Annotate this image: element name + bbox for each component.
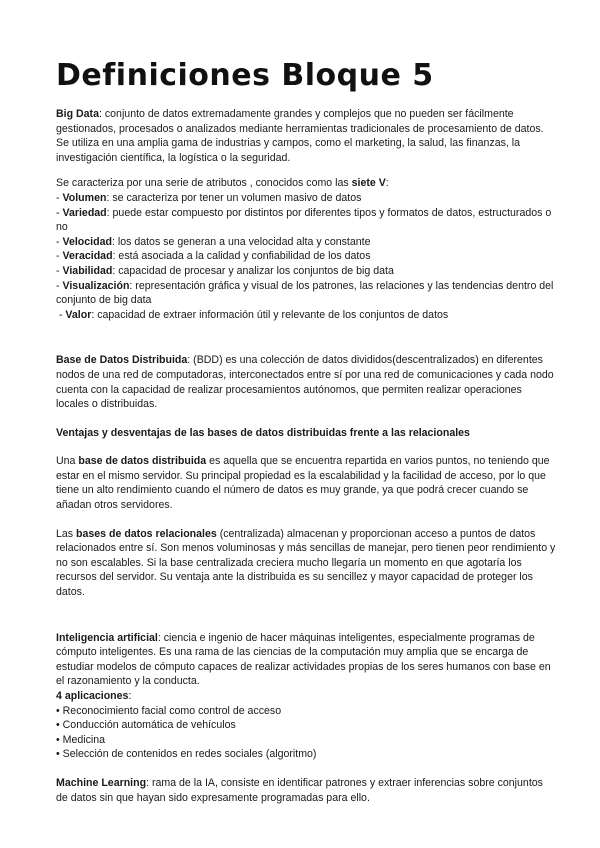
bdd-comparison-heading: Ventajas y desventajas de las bases de datos distribuidas frente a las relacionales — [56, 426, 470, 439]
attribute-name: Viabilidad — [62, 264, 113, 277]
ml-definition — [56, 776, 556, 805]
ml-text: : rama de la IA, consiste en identificar patrones y extraer inferencias sobre conjuntos de datos sin que hayan sido expresamente programadas para ello. — [56, 776, 543, 804]
relational-paragraph: Las bases de datos relacionales (centralizada) almacenan y proporcionan acceso a puntos de datos relacionados entre sí. Son menos voluminosas y más sencillas de manejar, pero tienen peor rendimiento y no son escalables. Si la base centralizada creciera mucho llegaría un momento en que agotaría los recursos del servidor. Su ventaja ante la distribuida es su sencillez y mayor capacidad de proteger los datos. — [56, 527, 556, 599]
list-item: - Viabilidad: capacidad de procesar y analizar los conjuntos de big data — [56, 264, 394, 277]
seven-v-intro — [56, 176, 556, 191]
ml-term: Machine Learning — [56, 776, 147, 789]
seven-v-colon: : — [385, 177, 389, 190]
distributed-paragraph: Una base de datos distribuida es aquella que se encuentra repartida en varios puntos, no teniendo que estar en el mismo servidor. Su principal propiedad es la escalabilidad y la facilidad de acceso, por lo que tiene un alto rendimiento cuando el número de datos es muy grande, ya que podrá crecer cuando se añadan otros servidores. — [56, 455, 550, 512]
list-item: - Volumen: se caracteriza por tener un volumen masivo de datos — [56, 191, 362, 204]
big-data-term: Big Data — [56, 108, 99, 120]
seven-v-list — [56, 191, 556, 322]
ai-apps-heading: 4 aplicaciones: — [56, 690, 132, 702]
attribute-desc: : representación gráfica y visual de los patrones, las relaciones y las tendencias dentro del conjunto de big data — [56, 279, 554, 307]
page-title: Definiciones Bloque 5 — [56, 58, 434, 93]
list-item: - Valor: capacidad de extraer información útil y relevante de los conjuntos de datos — [56, 308, 449, 321]
ai-definition — [56, 631, 556, 689]
attribute-desc: : capacidad de extraer información útil y relevante de los conjuntos de datos — [91, 308, 449, 321]
seven-v-intro-text: Se caracteriza por una serie de atributos , conocidos como las — [56, 177, 352, 190]
attribute-desc: : se caracteriza por tener un volumen masivo de datos — [106, 191, 362, 204]
distributed-term: base de datos distribuida — [78, 455, 207, 468]
bdd-text: : (BDD) es una colección de datos divididos(descentralizados) en diferentes nodos de una red de computadoras, interconectados entre sí por una red de comunicaciones y cada nodo cuenta con la capacidad de realizar procesamientos autónomos, que permiten realizar operaciones locales o distribuidas. — [56, 354, 554, 411]
attribute-name: Volumen — [62, 191, 107, 204]
list-item: - Veracidad: está asociada a la calidad y confiabilidad de los datos — [56, 250, 371, 263]
bdd-definition — [56, 353, 556, 411]
relational-term: bases de datos relacionales — [76, 527, 217, 540]
ai-term: Inteligencia artificial — [56, 631, 158, 644]
attribute-name: Visualización — [62, 279, 130, 292]
list-item: - Visualización: representación gráfica y visual de los patrones, las relaciones y las tendencias dentro del conjunto de big data — [56, 279, 554, 307]
big-data-definition — [56, 107, 556, 165]
attribute-desc: : está asociada a la calidad y confiabilidad de los datos — [112, 250, 371, 263]
ai-text: : ciencia e ingenio de hacer máquinas inteligentes, especialmente programas de cómputo inteligentes. Es una rama de las ciencias de la computación muy amplia que se encarga de estudiar modelos de cómputo capaces de realizar actividades propias de los seres humanos con base en el razonamiento y la conducta. — [56, 631, 551, 688]
list-item: • Conducción automática de vehículos — [56, 719, 236, 732]
document-body — [56, 107, 556, 805]
attribute-desc: : los datos se generan a una velocidad alta y constante — [111, 235, 371, 248]
ai-apps-list — [56, 704, 556, 762]
list-item: • Selección de contenidos en redes sociales (algoritmo) — [56, 748, 317, 761]
list-item: • Reconocimiento facial como control de acceso — [56, 704, 282, 717]
attribute-name: Variedad — [62, 206, 107, 219]
list-item: - Velocidad: los datos se generan a una velocidad alta y constante — [56, 235, 371, 248]
attribute-name: Veracidad — [62, 250, 113, 263]
attribute-desc: : puede estar compuesto por distintos por diferentes tipos y formatos de datos, estructurados o no — [56, 206, 552, 234]
list-item: • Medicina — [56, 733, 106, 746]
attribute-desc: : capacidad de procesar y analizar los conjuntos de big data — [112, 264, 394, 277]
big-data-text: : conjunto de datos extremadamente grandes y complejos que no pueden ser fácilmente gestionados, procesados o analizados mediante herramientas tradicionales de procesamiento de datos. Se utiliza en una amplia gama de industrias y campos, como el marketing, la salud, las finanzas, la investigación científica, la logística o la seguridad. — [56, 108, 544, 164]
bdd-term: Base de Datos Distribuida — [56, 354, 188, 367]
list-item: - Variedad: puede estar compuesto por distintos por diferentes tipos y formatos de datos, estructurados o no — [56, 206, 552, 234]
attribute-name: Valor — [65, 308, 92, 321]
attribute-name: Velocidad — [62, 235, 112, 248]
seven-v-label: siete V — [351, 177, 386, 190]
